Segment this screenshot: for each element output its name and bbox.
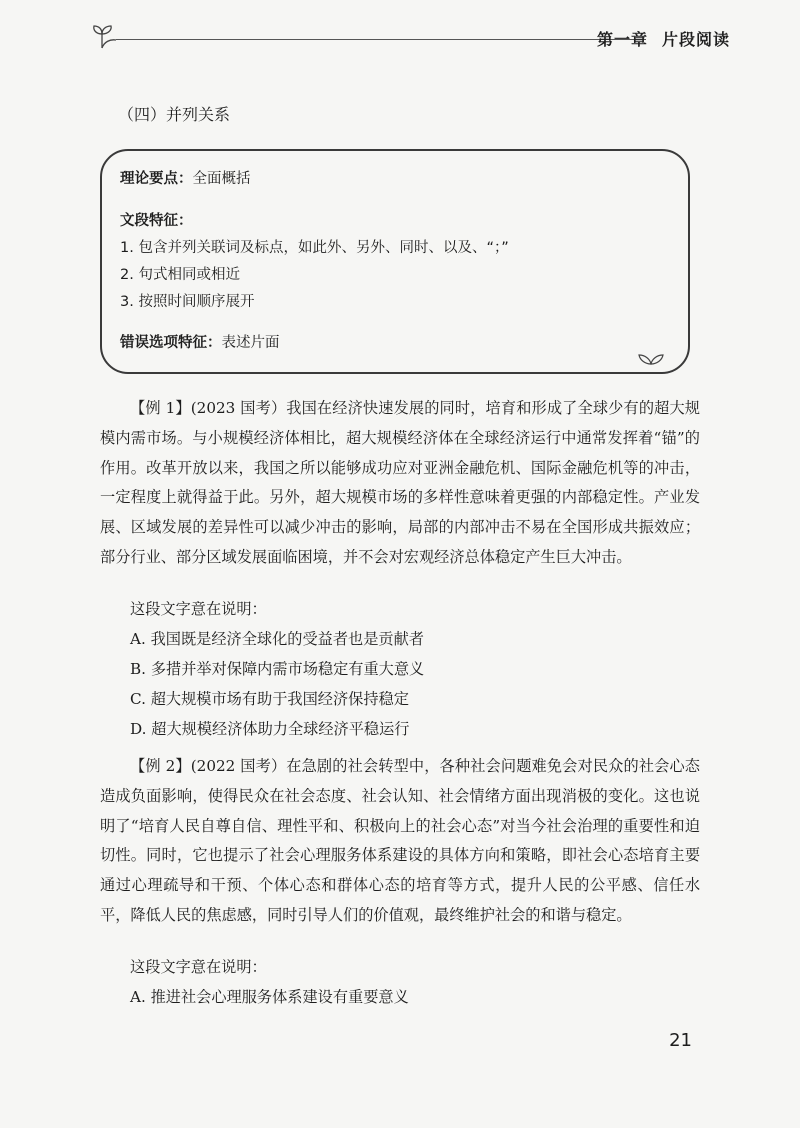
features-label: 文段特征： (120, 213, 193, 229)
theory-value: 全面概括 (192, 171, 251, 187)
example1-question: 这段文字意在说明： (130, 600, 267, 618)
example2-question: 这段文字意在说明： (130, 958, 267, 976)
sprout-icon (90, 24, 126, 50)
leaf-ornament-icon (636, 352, 666, 366)
example1-option-d: D. 超大规模经济体助力全球经济平稳运行 (130, 720, 410, 738)
page-header (90, 24, 730, 50)
chapter-title: 片段阅读 (661, 30, 730, 49)
chapter-number: 第一章 (596, 30, 648, 49)
wrong-option-label: 错误选项特征： (120, 335, 222, 351)
example2-option-a: A. 推进社会心理服务体系建设有重要意义 (130, 988, 409, 1006)
page-number: 21 (669, 1030, 692, 1051)
example1-option-b: B. 多措并举对保障内需市场稳定有重大意义 (130, 660, 425, 678)
section-title: （四）并列关系 (118, 105, 231, 124)
key-points-box (100, 149, 690, 374)
theory-label: 理论要点： (120, 171, 193, 187)
example1-passage: 【例 1】(2023 国考）我国在经济快速发展的同时，培育和形成了全球少有的超大规模内需市场。与小规模经济体相比，超大规模经济体在全球经济运行中通常发挥着“锚”的作用。改革开放以来，我国之所以能够成功应对亚洲金融危机、国际金融危机等的冲击，一定程度上就得益于此。另外，超大规模市场的多样性意味着更强的内部稳定性。产业发展、区域发展的差异性可以减少冲击的影响，局部的内部冲击不易在全国形成共振效应；部分行业、部分区域发展面临困境，并不会对宏观经济总体稳定产生巨大冲击。 (100, 399, 700, 566)
example2-passage: 【例 2】(2022 国考）在急剧的社会转型中，各种社会问题难免会对民众的社会心态造成负面影响，使得民众在社会态度、社会认知、社会情绪方面出现消极的变化。这也说明了“培育人民自尊自信、理性平和、积极向上的社会心态”对当今社会治理的重要性和迫切性。同时，它也提示了社会心理服务体系建设的具体方向和策略，即社会心态培育主要通过心理疏导和干预、个体心态和群体心态的培育等方式，提升人民的公平感、信任水平，降低人民的焦虑感，同时引导人们的价值观，最终维护社会的和谐与稳定。 (100, 757, 700, 924)
example1-option-a: A. 我国既是经济全球化的受益者也是贡献者 (130, 630, 424, 648)
feature-item: 2. 句式相同或相近 (120, 267, 240, 283)
feature-item: 1. 包含并列关联词及标点，如此外、另外、同时、以及、“；” (120, 240, 509, 256)
theory-line (120, 167, 251, 188)
feature-item: 3. 按照时间顺序展开 (120, 294, 255, 310)
chapter-heading (583, 27, 730, 50)
example1-option-c: C. 超大规模市场有助于我国经济保持稳定 (130, 690, 409, 708)
wrong-option-value: 表述片面 (221, 335, 280, 351)
wrong-option-line (120, 331, 280, 352)
header-rule (116, 39, 646, 40)
